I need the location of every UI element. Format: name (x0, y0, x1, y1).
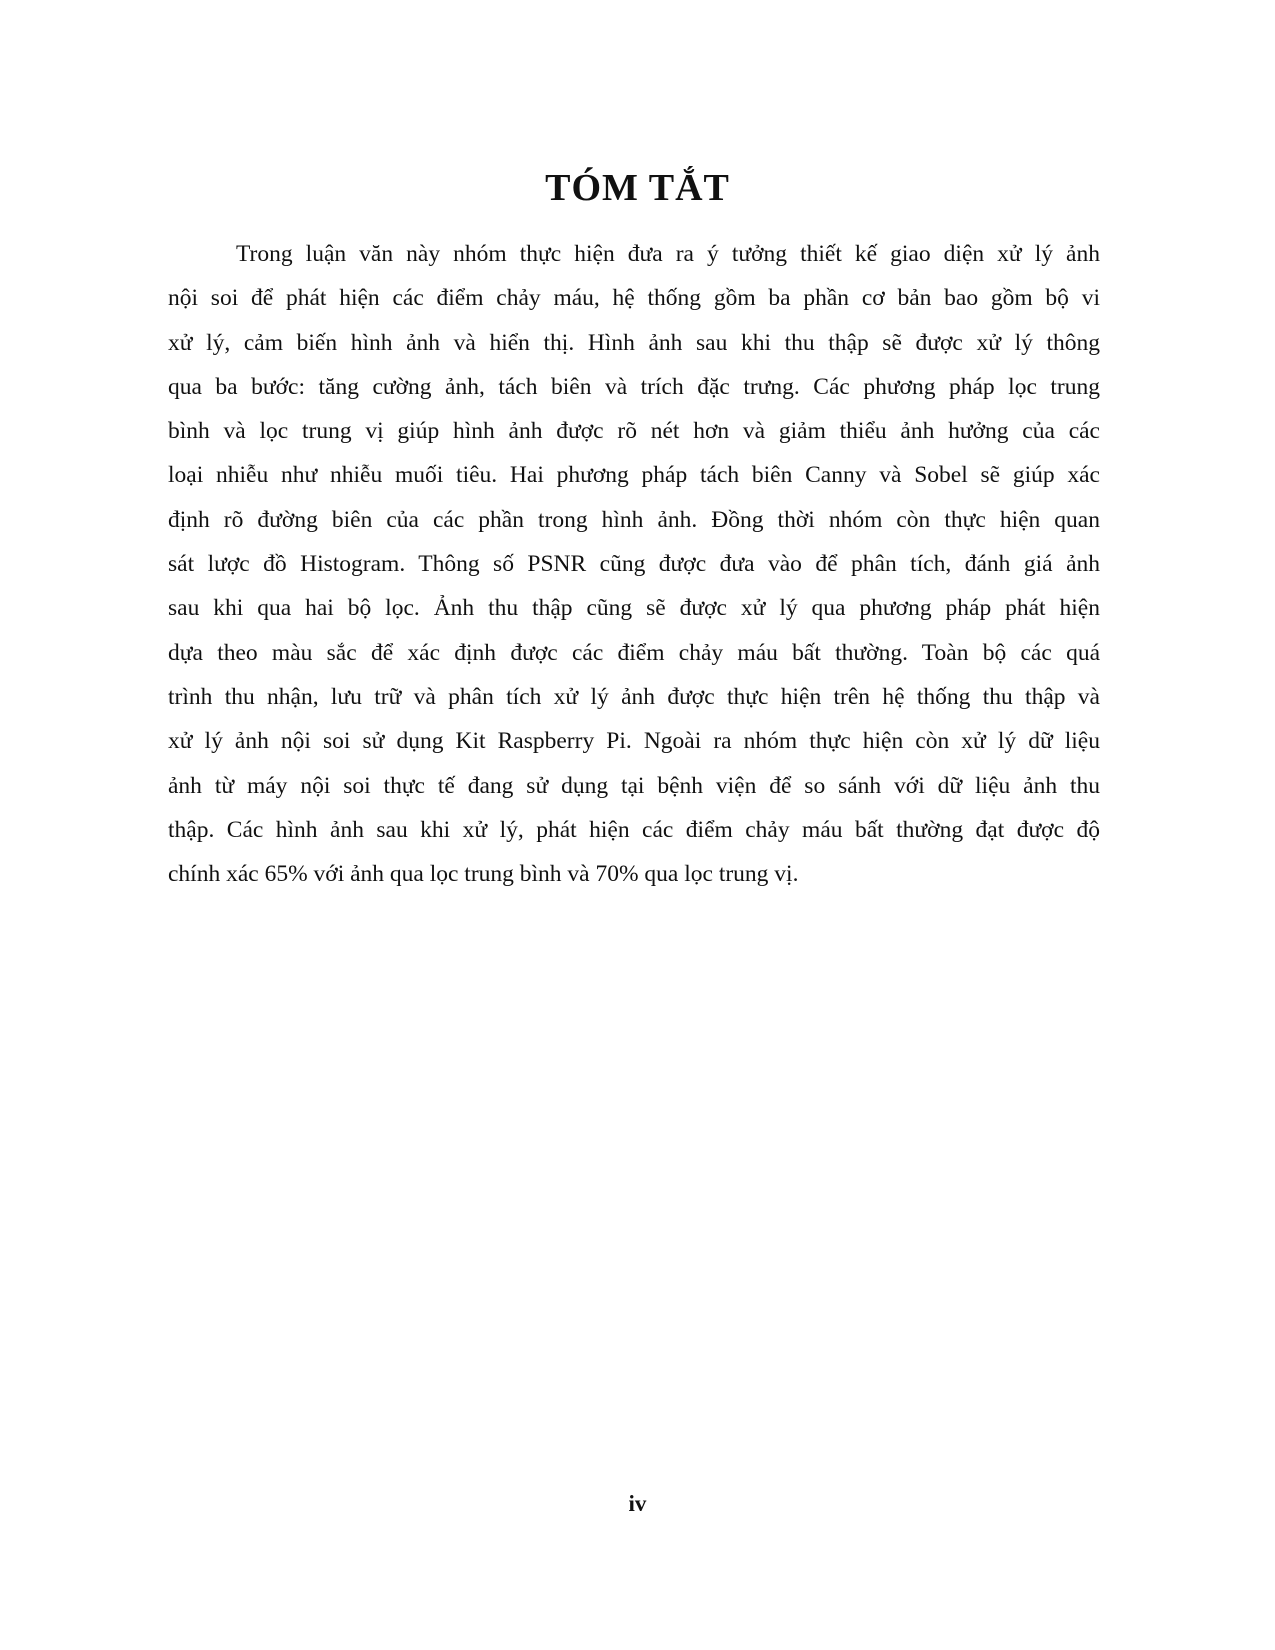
paragraph-line: định rõ đường biên của các phần trong hình ảnh. Đồng thời nhóm còn thực hiện quan (168, 506, 1100, 533)
page-number: iv (628, 1491, 647, 1516)
paragraph-line: sát lược đồ Histogram. Thông số PSNR cũng được đưa vào để phân tích, đánh giá ảnh (168, 551, 1100, 578)
paragraph-line: nội soi để phát hiện các điểm chảy máu, hệ thống gồm ba phần cơ bản bao gồm bộ vi (168, 285, 1100, 312)
paragraph-line: thập. Các hình ảnh sau khi xử lý, phát hiện các điểm chảy máu bất thường đạt được độ (168, 816, 1100, 843)
paragraph-line: loại nhiễu như nhiễu muối tiêu. Hai phương pháp tách biên Canny và Sobel sẽ giúp xác (168, 462, 1100, 489)
page-title: TÓM TẮT (545, 167, 730, 209)
paragraph-line: qua ba bước: tăng cường ảnh, tách biên và trích đặc trưng. Các phương pháp lọc trung (168, 373, 1100, 400)
paragraph-line: ảnh từ máy nội soi thực tế đang sử dụng tại bệnh viện để so sánh với dữ liệu ảnh thu (168, 772, 1100, 799)
paragraph-line: trình thu nhận, lưu trữ và phân tích xử lý ảnh được thực hiện trên hệ thống thu thập và (168, 683, 1100, 710)
paragraph-line: chính xác 65% với ảnh qua lọc trung bình và 70% qua lọc trung vị. (168, 861, 799, 888)
paragraph-line: dựa theo màu sắc để xác định được các điểm chảy máu bất thường. Toàn bộ các quá (168, 639, 1100, 666)
paragraph-line: Trong luận văn này nhóm thực hiện đưa ra ý tưởng thiết kế giao diện xử lý ảnh (236, 241, 1100, 267)
paragraph-line: xử lý ảnh nội soi sử dụng Kit Raspberry Pi. Ngoài ra nhóm thực hiện còn xử lý dữ liệu (168, 728, 1100, 755)
paragraph-line: xử lý, cảm biến hình ảnh và hiển thị. Hình ảnh sau khi thu thập sẽ được xử lý thông (168, 329, 1100, 356)
abstract-paragraph (168, 232, 1100, 896)
paragraph-line: sau khi qua hai bộ lọc. Ảnh thu thập cũng sẽ được xử lý qua phương pháp phát hiện (168, 595, 1100, 622)
paragraph-line: bình và lọc trung vị giúp hình ảnh được rõ nét hơn và giảm thiểu ảnh hưởng của các (168, 418, 1100, 445)
